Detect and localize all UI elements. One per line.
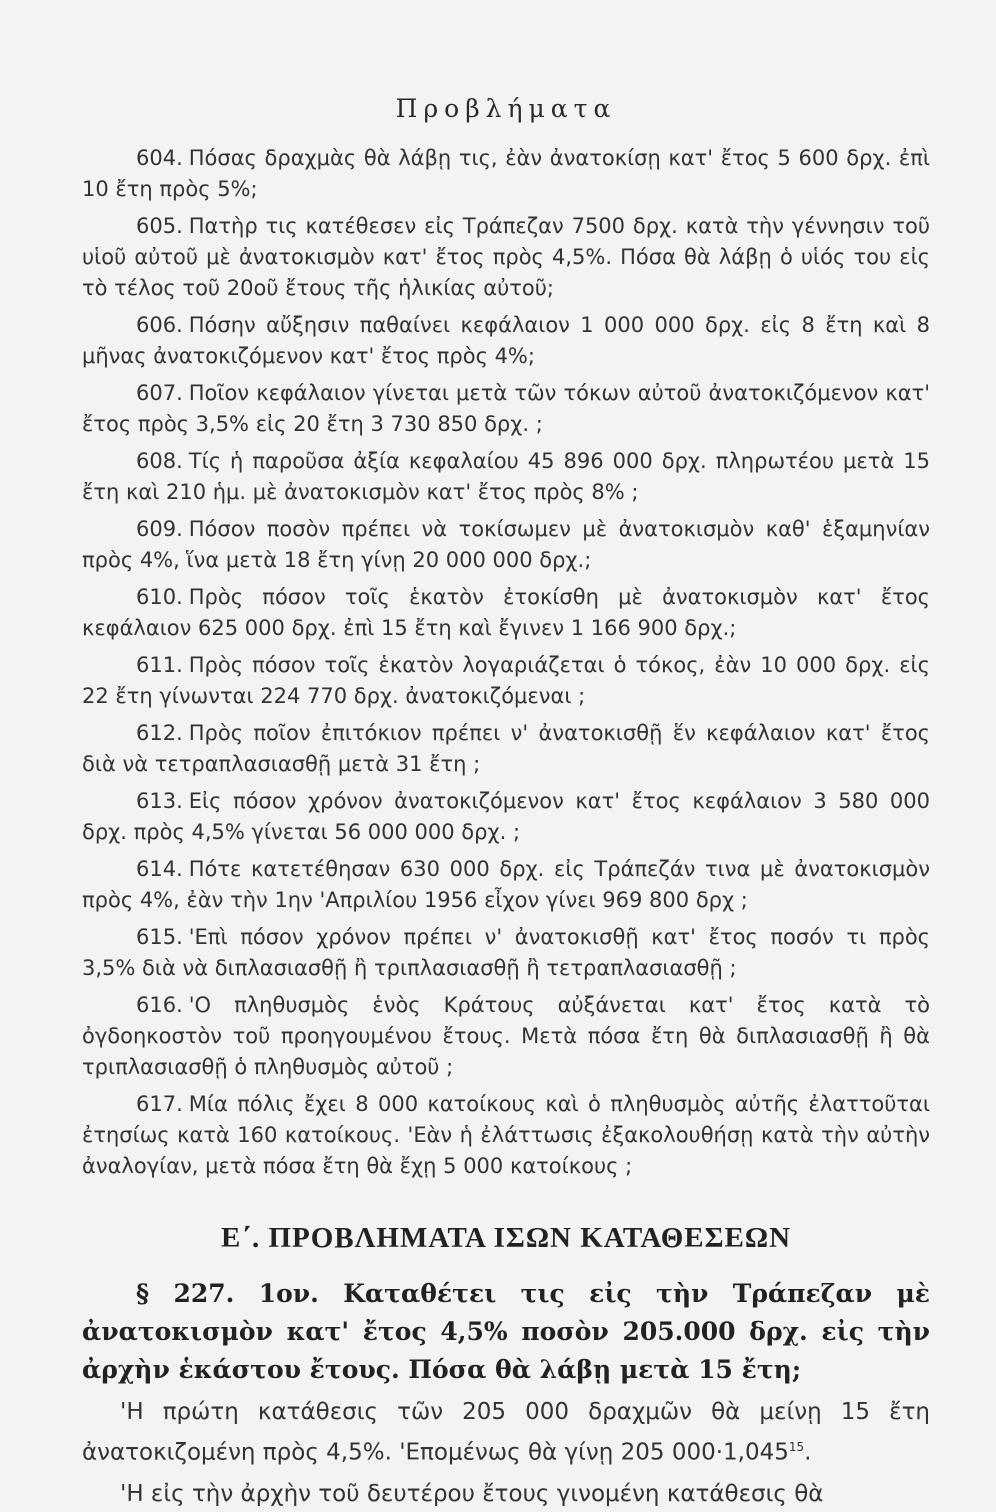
problem-text: Τίς ἡ παροῦσα ἀξία κεφαλαίου 45 896 000 δρχ. πληρωτέου μετὰ 15 ἔτη καὶ 210 ἡμ. μὲ ἀνατοκισμὸν κατ' ἔτος πρὸς 8% ; [82, 449, 930, 504]
problem-609 [82, 514, 930, 576]
solution-text: 'Η πρώτη κατάθεσις τῶν 205 000 δραχμῶν θὰ μείνῃ 15 ἔτη ἀνατοκιζομένη πρὸς 4,5%. 'Επομένως θὰ γίνῃ 205 000·1,045 [82, 1399, 930, 1466]
problem-text: Πρὸς πόσον τοῖς ἑκατὸν λογαριάζεται ὁ τόκος, ἐὰν 10 000 δρχ. εἰς 22 ἔτη γίνωνται 224 770 δρχ. ἀνατοκιζόμεναι ; [82, 653, 930, 708]
problem-610 [82, 582, 930, 644]
problem-number: 611. [136, 653, 183, 677]
problem-number: 608. [136, 449, 183, 473]
problem-text: Πατὴρ τις κατέθεσεν εἰς Τράπεζαν 7500 δρχ. κατὰ τὴν γέννησιν τοῦ υἱοῦ αὐτοῦ μὲ ἀνατοκισμὸν κατ' ἔτος πρὸς 4,5%. Πόσα θὰ λάβῃ ὁ υἱός του εἰς τὸ τέλος τοῦ 20οῦ ἔτους τῆς ἡλικίας αὐτοῦ; [82, 214, 930, 300]
problem-text: Πόσας δραχμὰς θὰ λάβῃ τις, ἐὰν ἀνατοκίσῃ κατ' ἔτος 5 600 δρχ. ἐπὶ 10 ἔτη πρὸς 5%; [82, 146, 930, 201]
problem-text: Πότε κατετέθησαν 630 000 δρχ. εἰς Τράπεζάν τινα μὲ ἀνατοκισμὸν πρὸς 4%, ἐὰν τὴν 1ην 'Απριλίου 1956 εἶχον γίνει 969 800 δρχ ; [82, 857, 930, 912]
solution-paragraph-2: 'Η εἰς τὴν ἀρχὴν τοῦ δευτέρου ἔτους γινομένη κατάθεσις θὰ [120, 1480, 824, 1507]
problem-number: 614. [136, 857, 183, 881]
problem-number: 615. [136, 925, 183, 949]
problem-list [82, 143, 930, 1182]
problem-text: 'Ο πληθυσμὸς ἑνὸς Κράτους αὐξάνεται κατ' ἔτος κατὰ τὸ ὀγδοηκοστὸν τοῦ προηγουμένου ἔτους. Μετὰ πόσα ἔτη θὰ διπλασιασθῇ ἢ θὰ τριπλασιασθῇ ὁ πληθυσμὸς αὐτοῦ ; [82, 993, 930, 1079]
problem-605 [82, 211, 930, 304]
problem-608 [82, 446, 930, 508]
problem-number: 609. [136, 517, 183, 541]
problem-text: Πόσην αὔξησιν παθαίνει κεφάλαιον 1 000 000 δρχ. εἰς 8 ἔτη καὶ 8 μῆνας ἀνατοκιζόμενον κατ' ἔτος πρὸς 4%; [82, 313, 930, 368]
section-heading: Ε΄. ΠΡΟΒΛΗΜΑΤΑ ΙΣΩΝ ΚΑΤΑΘΕΣΕΩΝ [220, 1222, 792, 1254]
problem-text: Πρὸς ποῖον ἐπιτόκιον πρέπει ν' ἀνατοκισθῇ ἕν κεφάλαιον κατ' ἔτος διὰ νὰ τετραπλασιασθῇ μετὰ 31 ἔτη ; [82, 721, 930, 776]
problem-text: Εἰς πόσον χρόνον ἀνατοκιζόμενον κατ' ἔτος κεφάλαιον 3 580 000 δρχ. πρὸς 4,5% γίνεται 56 000 000 δρχ. ; [82, 789, 930, 844]
problem-text: 'Επὶ πόσον χρόνον πρέπει ν' ἀνατοκισθῇ κατ' ἔτος ποσόν τι πρὸς 3,5% διὰ νὰ διπλασιασθῇ ἢ τριπλασιασθῇ ἢ τετραπλασιασθῇ ; [82, 925, 930, 980]
problem-604 [82, 143, 930, 205]
section-problem-statement: § 227. 1ον. Καταθέτει τις εἰς τὴν Τράπεζαν μὲ ἀνατοκισμὸν κατ' ἔτος 4,5% ποσὸν 205.000 δρχ. εἰς τὴν ἀρχὴν ἑκάστου ἔτους. Πόσα θὰ λάβῃ μετὰ 15 ἔτη; [82, 1279, 930, 1384]
problem-607 [82, 378, 930, 440]
problem-616 [82, 990, 930, 1083]
sentence-end: . [804, 1439, 812, 1466]
running-title: Προβλήματα [395, 94, 617, 123]
problem-615 [82, 922, 930, 984]
problem-611 [82, 650, 930, 712]
problem-number: 616. [136, 993, 183, 1017]
problem-617 [82, 1089, 930, 1182]
problem-number: 612. [136, 721, 183, 745]
problem-text: Μία πόλις ἔχει 8 000 κατοίκους καὶ ὁ πληθυσμὸς αὐτῆς ἐλαττοῦται ἐτησίως κατὰ 160 κατοίκους. 'Εὰν ἡ ἐλάττωσις ἐξακολουθήσῃ κατὰ τὴν αὐτὴν ἀναλογίαν, μετὰ πόσα ἔτη θὰ ἔχῃ 5 000 κατοίκους ; [82, 1092, 930, 1178]
problem-number: 613. [136, 789, 183, 813]
exponent: 15 [788, 1440, 805, 1454]
problem-613 [82, 786, 930, 848]
problem-614 [82, 854, 930, 916]
problem-606 [82, 310, 930, 372]
problem-text: Πόσον ποσὸν πρέπει νὰ τοκίσωμεν μὲ ἀνατοκισμὸν καθ' ἑξαμηνίαν πρὸς 4%, ἵνα μετὰ 18 ἔτη γίνῃ 20 000 000 δρχ.; [82, 517, 930, 572]
problem-number: 607. [136, 381, 183, 405]
problem-text: Ποῖον κεφάλαιον γίνεται μετὰ τῶν τόκων αὐτοῦ ἀνατοκιζόμενον κατ' ἔτος πρὸς 3,5% εἰς 20 ἔτη 3 730 850 δρχ. ; [82, 381, 930, 436]
problem-612 [82, 718, 930, 780]
problem-number: 605. [136, 214, 183, 238]
problem-number: 604. [136, 146, 183, 170]
problem-number: 606. [136, 313, 183, 337]
problem-number: 610. [136, 585, 183, 609]
solution-paragraph-1 [82, 1395, 930, 1471]
problem-number: 617. [136, 1092, 183, 1116]
problem-text: Πρὸς πόσον τοῖς ἑκατὸν ἐτοκίσθη μὲ ἀνατοκισμὸν κατ' ἔτος κεφάλαιον 625 000 δρχ. ἐπὶ 15 ἔτη καὶ ἔγινεν 1 166 900 δρχ.; [82, 585, 930, 640]
